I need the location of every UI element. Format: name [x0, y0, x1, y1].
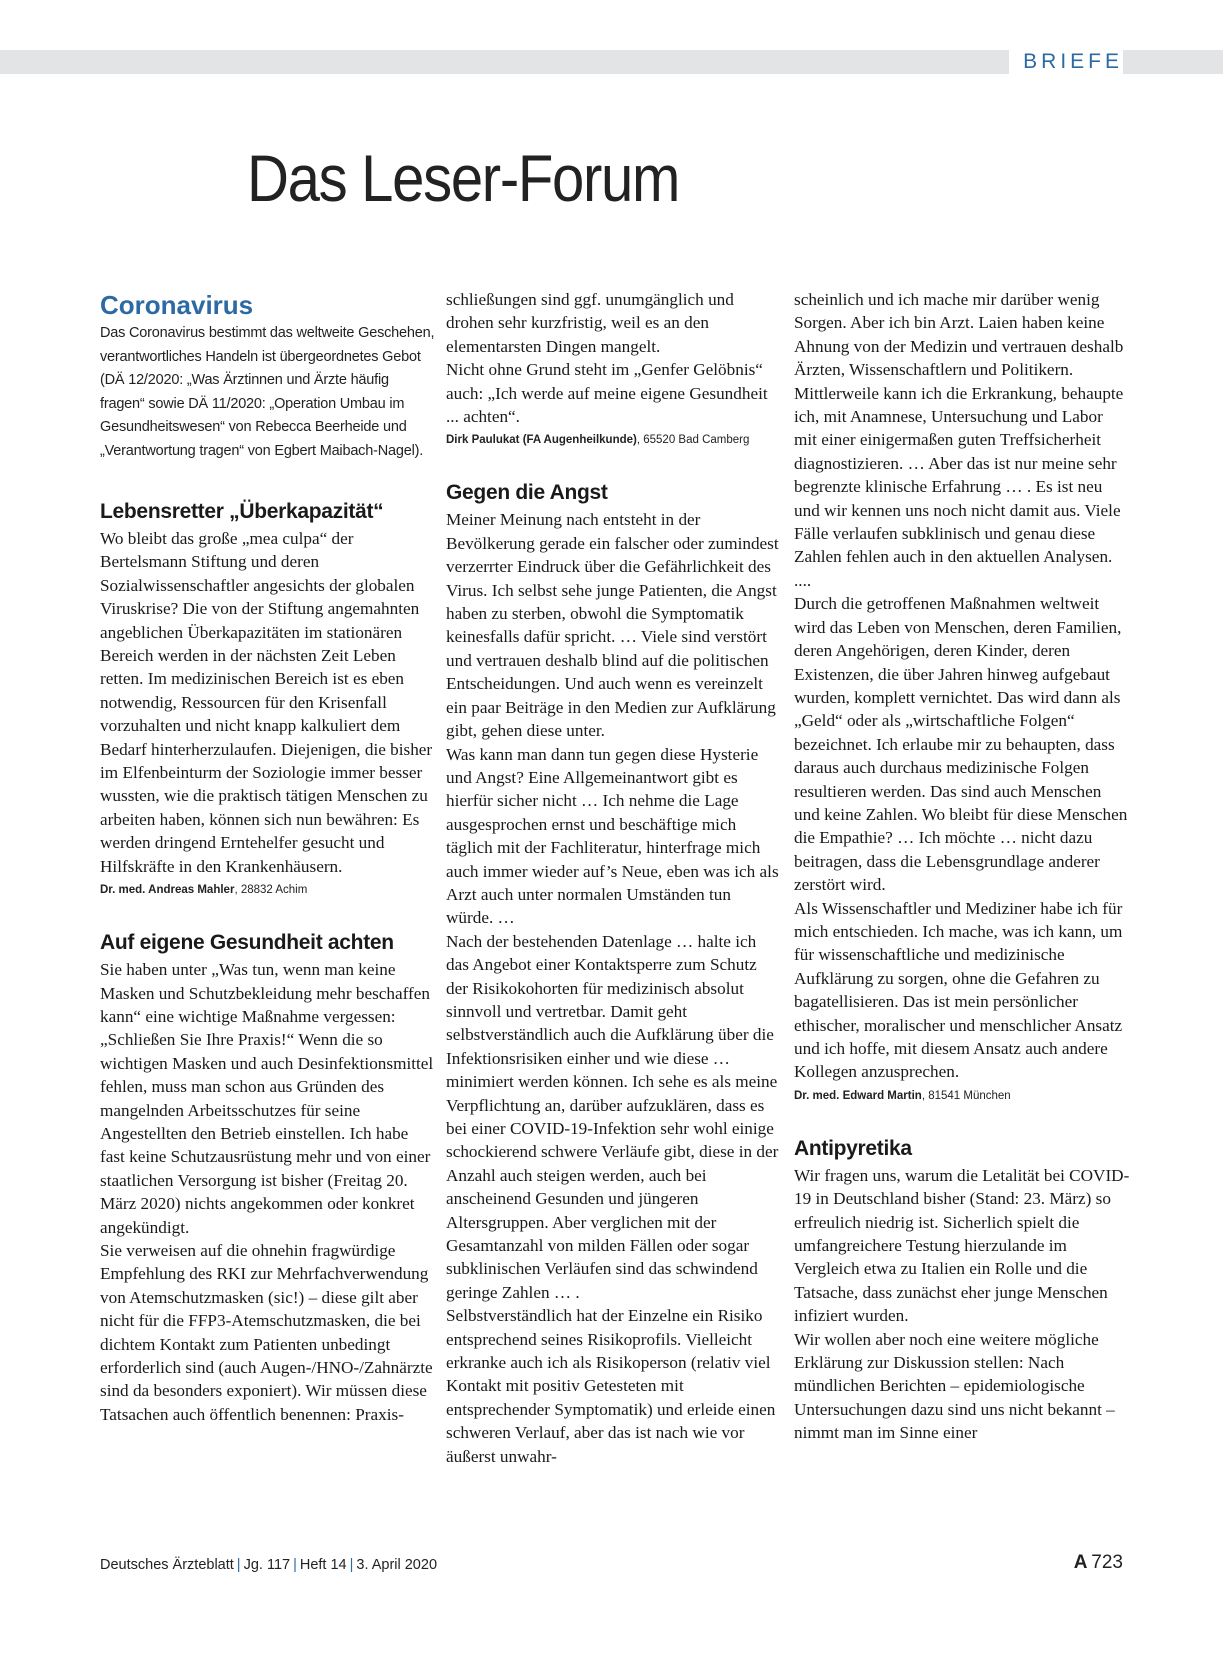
letter-body: Mittlerweile kann ich die Erkrankung, behaupte ich, mit Anamnese, Untersuchung und Labor mit einer einigermaßen guten Treffsicherheit diagnostizieren. … Aber das ist nur meine sehr begrenzte klinische Erfahrung … . Es ist neu und wir kennen uns noch nicht damit aus. Viele Fälle verlaufen subklinisch und genau diese Zahlen fehlen auch in den aktuellen Analysen. .... — [794, 383, 1124, 590]
letter-signature — [100, 882, 436, 898]
volume: Jg. 117 — [243, 1557, 291, 1573]
author-name: Dr. med. Edward Martin — [794, 1089, 922, 1102]
author-place: , 81541 München — [921, 1089, 1011, 1102]
letter-body: Was kann man dann tun gegen diese Hysterie und Angst? Eine Allgemeinantwort gibt es hierfür sicher nicht … Ich nehme die Lage ausgesprochen ernst und beschäftige mich täglich mit der Fachliteratur, hinterfrage mich auch immer wieder auf’s Neue, eben was ich als Arzt auch unter normalen Umständen tun würde. … — [446, 744, 779, 928]
column-1 — [100, 288, 436, 1426]
column-3 — [794, 288, 1130, 1445]
letter-body: Nach der bestehenden Datenlage … halte ich das Angebot einer Kontaktsperre zum Schutz der Risikokohorten für medizinisch absolut sinnvoll und vertretbar. Damit geht selbstverständlich auch die Aufklärung über die Infektionsrisiken einher und wie diese … minimiert werden können. Ich sehe es als meine Verpflichtung an, darüber aufzuklären, dass es bei einer COVID-19-Infektion sehr wohl einige schockierend schwere Verläufe gibt, diese in der Anzahl auch steigen werden, auch bei anscheinend Gesunden und jüngeren Altersgruppen. Aber verglichen mit der Gesamtanzahl von milden Fällen oder sogar subklinischen Verläufen sind das schwindend geringe Zahlen … . — [446, 931, 779, 1302]
letter-headline: Gegen die Angst — [446, 481, 608, 505]
issue-date: 3. April 2020 — [356, 1557, 438, 1573]
separator: | — [349, 1557, 354, 1573]
page-title: Das Leser-Forum — [247, 141, 680, 215]
author-place: , 28832 Achim — [234, 884, 308, 897]
letter-body: Sie verweisen auf die ohnehin fragwürdige Empfehlung des RKI zur Mehrfachverwendung von Atemschutzmasken (sic!) – diese gilt aber nicht für die FFP3-Atemschutzmasken, die bei dichtem Kontakt zum Patienten unbedingt erforderlich sind (auch Augen-/HNO-/Zahnärzte sind da besonders exponiert). Wir müssen diese Tatsachen auch öffentlich benennen: Praxis- — [100, 1240, 433, 1424]
letter-headline: Lebensretter „Überkapazität“ — [100, 500, 384, 523]
author-place: , 65520 Bad Camberg — [636, 434, 750, 447]
letter-body: Wir wollen aber noch eine weitere mögliche Erklärung zur Diskussion stellen: Nach mündlichen Berichten – epidemiologische Untersuchungen dazu sind uns nicht bekannt – nimmt man im Sinne einer — [794, 1329, 1115, 1443]
letter-headline: Antipyretika — [794, 1136, 912, 1160]
author-name: Dirk Paulukat (FA Augenheilkunde) — [446, 434, 637, 447]
page-number — [1074, 1552, 1123, 1574]
letter-body: schließungen sind ggf. unumgänglich und drohen sehr kurzfristig, weil es an den elementarsten Dingen mangelt. — [446, 290, 734, 356]
letter-headline: Auf eigene Gesundheit achten — [100, 931, 394, 955]
issue: Heft 14 — [299, 1557, 347, 1573]
page-prefix: A — [1073, 1552, 1088, 1573]
separator: | — [293, 1557, 297, 1573]
letter-signature — [446, 432, 782, 448]
section-label: BRIEFE — [1009, 48, 1123, 76]
author-name: Dr. med. Andreas Mahler — [100, 884, 235, 897]
letter-body: Meiner Meinung nach entsteht in der Bevölkerung gerade ein falscher oder zumindest verzerrter Eindruck über die Gefährlichkeit des Virus. Ich selbst sehe junge Patienten, die Angst haben zu sterben, obwohl die Symptomatik keinesfalls dafür spricht. … Viele sind verstört und vertrauen deshalb blind auf die politischen Entscheidungen. Und auch wenn es vereinzelt ein paar Beiträge in den Medien zur Aufklärung gibt, gehen diese unter. — [446, 510, 779, 741]
topic-intro: Das Coronavirus bestimmt das weltweite Geschehen, verantwortliches Handeln ist übergeordnetes Gebot (DÄ 12/2020: „Was Ärztinnen und Ärzte häufig fragen“ sowie DÄ 11/2020: „Operation Umbau im Gesundheitswesen“ von Rebecca Beerheide und „Verantwortung tragen“ von Egbert Maibach-Nagel). — [100, 325, 435, 459]
topic-kicker: Coronavirus — [100, 290, 254, 320]
column-2 — [446, 288, 782, 1468]
letter-body: scheinlich und ich mache mir darüber wenig Sorgen. Aber ich bin Arzt. Laien haben keine Ahnung von der Medizin und vertrauen deshalb Ärzten, Wissenschaftlern und Politikern. — [794, 290, 1124, 380]
page-number-value: 723 — [1091, 1552, 1123, 1573]
letter-signature — [794, 1088, 1130, 1104]
letter-body: Nicht ohne Grund steht im „Genfer Gelöbnis“ auch: „Ich werde auf meine eigene Gesundheit ... achten“. — [446, 360, 768, 427]
letter-body: Selbstverständlich hat der Einzelne ein Risiko entsprechend seines Risikoprofils. Vielleicht erkranke auch ich als Risikoperson (relativ viel Kontakt mit positiv Getesteten mit entsprechender Symptomatik) und erleide einen schweren Verlauf, aber das ist nach wie vor äußerst unwahr- — [446, 1306, 776, 1466]
separator: | — [236, 1557, 241, 1573]
letter-body: Wo bleibt das große „mea culpa“ der Bertelsmann Stiftung und deren Sozialwissenschaftler angesichts der globalen Viruskrise? Die von der Stiftung angemahnten angeblichen Überkapazitäten im stationären Bereich werden in der nächsten Zeit Leben retten. Im medizinischen Bereich ist es eben notwendig, Ressourcen für den Krisenfall vorzuhalten und nicht knapp kalkuliert dem Bedarf hinterherzulaufen. Diejenigen, die bisher im Elfenbeinturm der Soziologie immer besser wussten, wie die praktisch tätigen Menschen zu arbeiten haben, können sich nun bewähren: Es werden dringend Erntehelfer gesucht und Hilfskräfte in den Krankenhäusern. — [100, 529, 433, 876]
journal-name: Deutsches Ärzteblatt — [100, 1557, 234, 1573]
letter-body: Wir fragen uns, warum die Letalität bei COVID-19 in Deutschland bisher (Stand: 23. März) so erfreulich niedrig ist. Sicherlich spielt die umfangreichere Testung hierzulande im Vergleich etwa zu Italien ein Rolle und die Tatsache, dass zunächst eher junge Menschen infiziert wurden. — [794, 1165, 1130, 1326]
letter-body: Als Wissenschaftler und Mediziner habe ich für mich entschieden. Ich mache, was ich kann, um für wissenschaftliche und medizinische Aufklärung zu sorgen, ohne die Gefahren zu bagatellisieren. Das ist mein persönlicher ethischer, moralischer und menschlicher Ansatz und ich hoffe, mit diesem Ansatz auch andere Kollegen anzusprechen. — [794, 898, 1123, 1082]
letter-body: Durch die getroffenen Maßnahmen weltweit wird das Leben von Menschen, deren Familien, deren Angehörigen, deren Kinder, deren Existenzen, die über Jahren hinweg aufgebaut wurden, komplett vernichtet. Das wird dann als „Geld“ oder als „wirtschaftliche Folgen“ bezeichnet. Ich erlaube mir zu behaupten, dass daraus auch durchaus medizinische Folgen resultieren werden. Das sind auch Menschen und keine Zahlen. Wo bleibt für diese Menschen die Empathie? … Ich möchte … nicht dazu beitragen, dass die Lebensgrundlage anderer zerstört wird. — [794, 594, 1128, 895]
letter-body: Sie haben unter „Was tun, wenn man keine Masken und Schutzbekleidung mehr beschaffen kann“ eine wichtige Maßnahme vergessen: „Schließen Sie Ihre Praxis!“ Wenn die so wichtigen Masken und auch Desinfektionsmittel fehlen, muss man schon aus Gründen des mangelnden Arbeitsschutzes für seine Angestellten den Betrieb einstellen. Ich habe fast keine Schutzausrüstung mehr und von einer staatlichen Versorgung ist bisher (Freitag 20. März 2020) nichts angekommen oder konkret angekündigt. — [100, 960, 434, 1237]
footer-citation — [100, 1557, 437, 1573]
